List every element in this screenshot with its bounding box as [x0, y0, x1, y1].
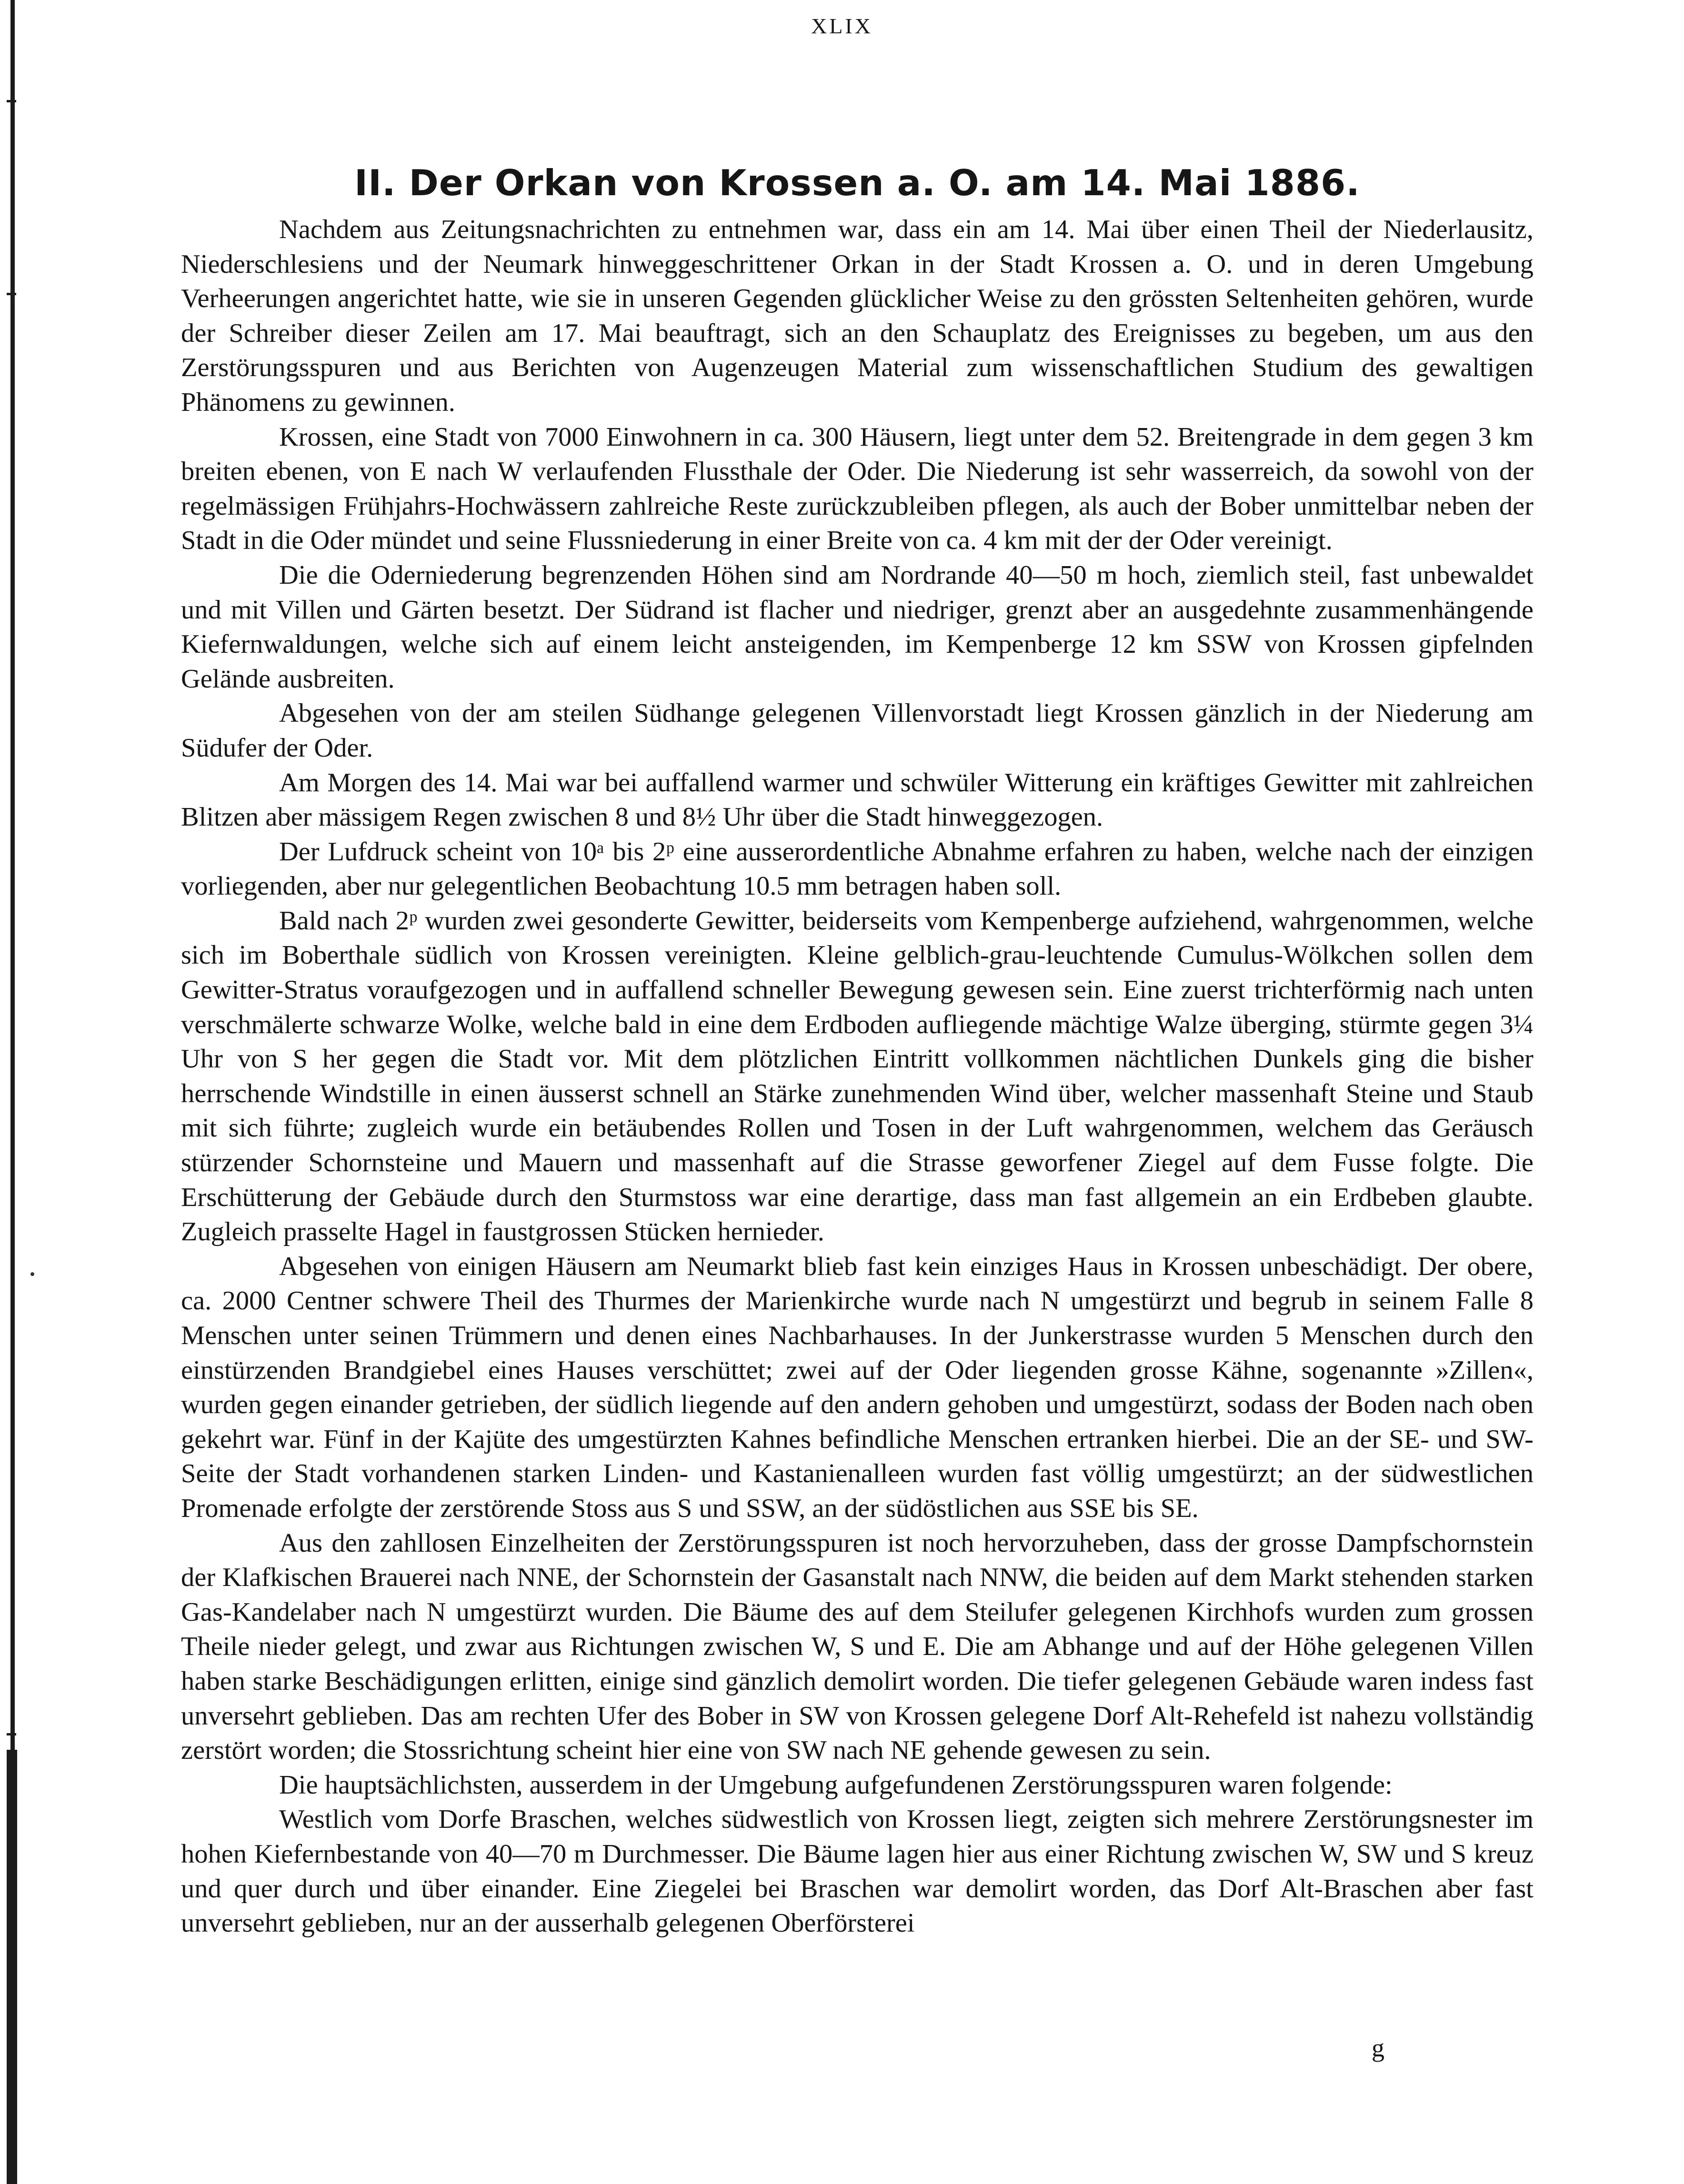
paragraph: Bald nach 2ᵖ wurden zwei gesonderte Gewitter, beiderseits vom Kempenberge aufziehend, wahrgenommen, welche sich im Boberthale südlich von Krossen vereinigten. Kleine gelblich-grau-leuchtende Cumulus-Wölkchen sollen dem Gewitter-Stratus voraufgezogen und in auffallend schneller Bewegung gewesen sein. Eine zuerst trichterförmig nach unten verschmälerte schwarze Wolke, welche bald in eine dem Erdboden aufliegende mächtige Walze überging, stürmte gegen 3¼ Uhr von S her gegen die Stadt vor. Mit dem plötzlichen Eintritt vollkommen nächtlichen Dunkels ging die bisher herrschende Windstille in einen äusserst schnell an Stärke zunehmenden Wind über, welcher massenhaft Steine und Staub mit sich führte; zugleich wurde ein betäubendes Rollen und Tosen in der Luft wahrgenommen, welchem das Geräusch stürzender Schornsteine und Mauern und massenhaft auf die Strasse geworfener Ziegel auf dem Fusse folgte. Die Erschütterung der Gebäude durch den Sturmstoss war eine derartige, dass man fast allgemein an ein Erdbeben glaubte. Zugleich prasselte Hagel in faustgrossen Stücken hernieder.	[181, 906, 1534, 1247]
paragraph: Am Morgen des 14. Mai war bei auffallend warmer und schwüler Witterung ein kräftiges Gewitter mit zahlreichen Blitzen aber mässigem Regen zwischen 8 und 8½ Uhr über die Stadt hinweggezogen.	[181, 768, 1534, 832]
paragraph: Abgesehen von der am steilen Südhange gelegenen Villenvorstadt liegt Krossen gänzlich in der Niederung am Südufer der Oder.	[181, 698, 1534, 763]
scan-edge-shadow	[7, 1750, 17, 2184]
page-folio: XLIX	[811, 14, 873, 38]
paragraph: Krossen, eine Stadt von 7000 Einwohnern in ca. 300 Häusern, liegt unter dem 52. Breitengrade in dem gegen 3 km breiten ebenen, von E nach W verlaufenden Flussthale der Oder. Die Niederung ist sehr wasserreich, da sowohl von der regelmässigen Frühjahrs-Hochwässern zahlreiche Reste zurückzubleiben pflegen, als auch der Bober unmittelbar neben der Stadt in die Oder mündet und seine Flussniederung in einer Breite von ca. 4 km mit der der Oder vereinigt.	[181, 422, 1534, 556]
paragraph: Westlich vom Dorfe Braschen, welches südwestlich von Krossen liegt, zeigten sich mehrere Zerstörungsnester im hohen Kiefernbestande von 40—70 m Durchmesser. Die Bäume lagen hier aus einer Richtung zwischen W, SW und S kreuz und quer durch und über einander. Eine Ziegelei bei Braschen war demolirt worden, das Dorf Alt-Braschen aber fast unversehrt geblieben, nur an der ausserhalb gelegenen Oberförsterei	[181, 1805, 1534, 1938]
scan-edge-tick	[7, 293, 16, 295]
paragraph: Aus den zahllosen Einzelheiten der Zerstörungsspuren ist noch hervorzuheben, dass der grosse Dampfschornstein der Klafkischen Brauerei nach NNE, der Schornstein der Gasanstalt nach NNW, die beiden auf dem Markt stehenden starken Gas-Kandelaber nach N umgestürzt wurden. Die Bäume des auf dem Steilufer gelegenen Kirchhofs wurden zum grossen Theile nieder gelegt, und zwar aus Richtungen zwischen W, S und E. Die am Abhange und auf der Höhe gelegenen Villen haben starke Beschädigungen erlitten, einige sind gänzlich demolirt worden. Die tiefer gelegenen Gebäude waren indess fast unversehrt geblieben. Das am rechten Ufer des Bober in SW von Krossen gelegene Dorf Alt-Rehefeld ist nahezu vollständig zerstört worden; die Stossrichtung scheint hier eine von SW nach NE gehende gewesen zu sein.	[181, 1528, 1534, 1765]
paragraph: Der Lufdruck scheint von 10ᵃ bis 2ᵖ eine ausserordentliche Abnahme erfahren zu haben, welche nach der einzigen vorliegenden, aber nur gelegentlichen Beobachtung 10.5 mm betragen haben soll.	[181, 837, 1534, 901]
signature-mark: g	[1372, 2034, 1384, 2062]
paragraph: Nachdem aus Zeitungsnachrichten zu entnehmen war, dass ein am 14. Mai über einen Theil der Niederlausitz, Niederschlesiens und der Neumark hinweggeschrittener Orkan in der Stadt Krossen a. O. und in deren Umgebung Verheerungen angerichtet hatte, wie sie in unseren Gegenden glücklicher Weise zu den grössten Seltenheiten gehören, wurde der Schreiber dieser Zeilen am 17. Mai beauftragt, sich an den Schauplatz des Ereignisses zu begeben, um aus den Zerstörungsspuren und aus Berichten von Augenzeugen Material zum wissenschaftlichen Studium des gewaltigen Phänomens zu gewinnen.	[181, 215, 1534, 417]
scan-speck	[30, 1272, 34, 1276]
article-body	[181, 212, 1534, 1941]
scan-edge-tick	[7, 1733, 16, 1735]
scan-edge-tick	[7, 100, 16, 102]
paragraph: Die hauptsächlichsten, ausserdem in der Umgebung aufgefundenen Zerstörungsspuren waren folgende:	[279, 1770, 1393, 1800]
article-title: II. Der Orkan von Krossen a. O. am 14. Mai 1886.	[354, 162, 1360, 204]
paragraph: Abgesehen von einigen Häusern am Neumarkt blieb fast kein einziges Haus in Krossen unbeschädigt. Der obere, ca. 2000 Centner schwere Theil des Thurmes der Marienkirche wurde nach N umgestürzt und begrub in seinem Falle 8 Menschen unter seinen Trümmern und denen eines Nachbarhauses. In der Junkerstrasse wurden 5 Menschen durch den einstürzenden Brandgiebel eines Hauses verschüttet; zwei auf der Oder liegenden grosse Kähne, sogenannte »Zillen«, wurden gegen einander getrieben, der südlich liegende auf den andern gehoben und umgestürzt, sodass der Boden nach oben gekehrt war. Fünf in der Kajüte des umgestürzten Kahnes befindliche Menschen ertranken hierbei. Die an der SE- und SW-Seite der Stadt vorhandenen starken Linden- und Kastanienalleen wurden fast völlig umgestürzt; an der südwestlichen Promenade erfolgte der zerstörende Stoss aus S und SSW, an der südöstlichen aus SSE bis SE.	[181, 1251, 1534, 1523]
paragraph: Die die Oderniederung begrenzenden Höhen sind am Nordrande 40—50 m hoch, ziemlich steil, fast unbewaldet und mit Villen und Gärten besetzt. Der Südrand ist flacher und niedriger, grenzt aber an ausgedehnte zusammenhängende Kiefernwaldungen, welche sich auf einem leicht ansteigenden, im Kempenberge 12 km SSW von Krossen gipfelnden Gelände ausbreiten.	[181, 560, 1534, 694]
